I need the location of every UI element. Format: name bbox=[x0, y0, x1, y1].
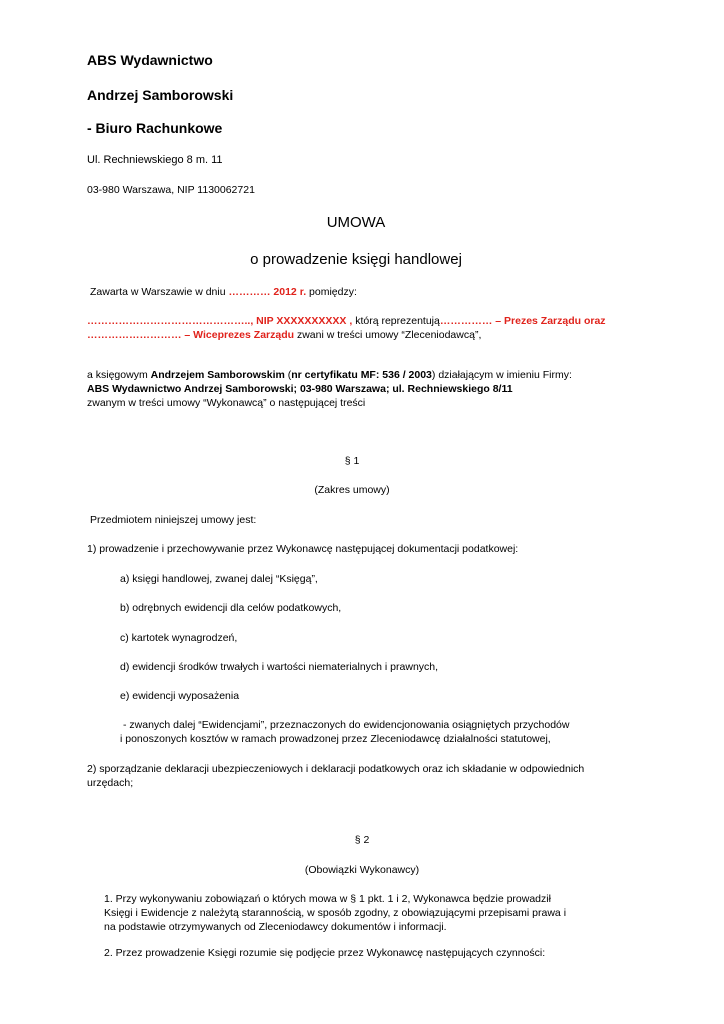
party2-certificate: nr certyfikatu MF: 536 / 2003 bbox=[291, 369, 432, 381]
intro-prefix: Zawarta w Warszawie w dniu bbox=[90, 286, 226, 298]
section2-point1-line3: na podstawie otrzymywanych od Zleceniodawcy dokumentów i informacji. bbox=[104, 921, 447, 933]
section1-intro: Przedmiotem niniejszej umowy jest: bbox=[90, 514, 257, 526]
party2-line1 bbox=[87, 369, 572, 381]
party1-line1 bbox=[87, 315, 606, 327]
section2-point2: 2. Przez prowadzenie Księgi rozumie się podjęcie przez Wykonawcę następujących czynności: bbox=[104, 947, 546, 959]
party1-name-nip: ……………………………………….., NIP XXXXXXXXXX , bbox=[87, 315, 353, 327]
section1-note-line1: - zwanych dalej “Ewidencjami”, przeznaczonych do ewidencjonowania osiągniętych przychodów bbox=[123, 719, 570, 731]
party2-accountant-name: Andrzejem Samborowskim bbox=[150, 369, 285, 381]
section1-item-d: d) ewidencji środków trwałych i wartości niematerialnych i prawnych, bbox=[120, 661, 439, 673]
intro-suffix: pomiędzy: bbox=[309, 286, 357, 298]
section1-point1: 1) prowadzenie i przechowywanie przez Wykonawcę następującej dokumentacji podatkowej: bbox=[87, 543, 519, 555]
document-subtitle: o prowadzenie księgi handlowej bbox=[250, 251, 462, 268]
office-name: - Biuro Rachunkowe bbox=[87, 120, 223, 136]
section1-item-e: e) ewidencji wyposażenia bbox=[120, 690, 240, 702]
party2-prefix: a księgowym bbox=[87, 369, 148, 381]
company-name: ABS Wydawnictwo bbox=[87, 52, 213, 68]
section1-item-a: a) księgi handlowej, zwanej dalej “Księgą”, bbox=[120, 573, 318, 585]
section2-point1-line2: Księgi i Ewidencje z należytą starannością, w sposób zgodny, z obowiązującymi przepisami prawa i bbox=[104, 907, 567, 919]
address-city-nip: 03-980 Warszawa, NIP 1130062721 bbox=[87, 184, 255, 196]
party2-company: ABS Wydawnictwo Andrzej Samborowski; 03-980 Warszawa; ul. Rechniewskiego 8/11 bbox=[87, 383, 513, 395]
party1-president: …………… – Prezes Zarządu oraz bbox=[439, 315, 606, 327]
section1-item-b: b) odrębnych ewidencji dla celów podatkowych, bbox=[120, 602, 342, 614]
party1-line2 bbox=[87, 329, 481, 341]
party2-role: zwanym w treści umowy “Wykonawcą” o następującej treści bbox=[87, 397, 366, 409]
section1-point2-line1: 2) sporządzanie deklaracji ubezpieczeniowych i deklaracji podatkowych oraz ich składanie w odpowiednich bbox=[87, 763, 585, 775]
party2-suffix: ) działającym w imieniu Firmy: bbox=[431, 369, 572, 381]
address-street: Ul. Rechniewskiego 8 m. 11 bbox=[87, 154, 223, 166]
party1-vice-president: ……………………… – Wiceprezes Zarządu bbox=[87, 329, 295, 341]
section1-mark: § 1 bbox=[344, 455, 360, 467]
section2-mark: § 2 bbox=[354, 834, 370, 846]
section2-title: (Obowiązki Wykonawcy) bbox=[304, 864, 420, 876]
section2-point1-line1: 1. Przy wykonywaniu zobowiązań o których mowa w § 1 pkt. 1 i 2, Wykonawca będzie prowadził bbox=[104, 893, 551, 905]
party2-paren-open: ( bbox=[287, 369, 292, 381]
section1-item-c: c) kartotek wynagrodzeń, bbox=[120, 632, 238, 644]
party1-role: zwani w treści umowy “Zleceniodawcą”, bbox=[296, 329, 482, 341]
intro-line bbox=[90, 286, 357, 298]
section1-title: (Zakres umowy) bbox=[314, 484, 390, 496]
owner-name: Andrzej Samborowski bbox=[87, 87, 234, 103]
document-title: UMOWA bbox=[326, 214, 386, 231]
section1-point2-line2: urzędach; bbox=[87, 777, 134, 789]
party1-represented: którą reprezentują bbox=[355, 315, 440, 327]
section1-note-line2: i ponoszonych kosztów w ramach prowadzonej przez Zleceniodawcę działalności statutowej, bbox=[120, 733, 551, 745]
intro-date: ………… 2012 r. bbox=[228, 286, 307, 298]
